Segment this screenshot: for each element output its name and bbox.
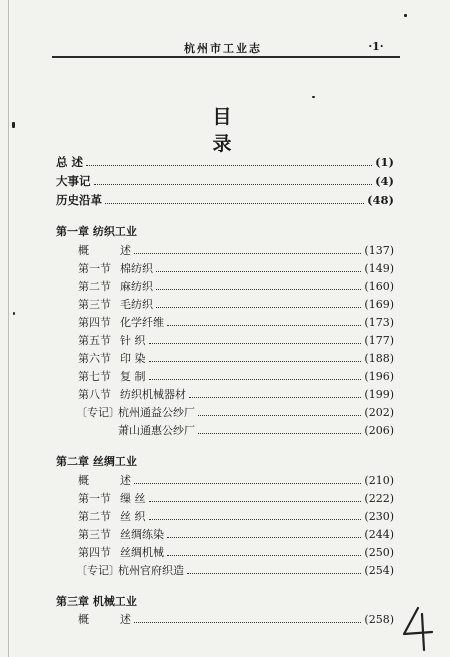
section-name: 麻纺织 [120, 280, 153, 293]
section-number: 第七节 [78, 370, 111, 383]
leader-dots [187, 572, 361, 574]
section-name: 萧山通惠公纱厂 [118, 424, 195, 437]
toc-entry-page: (250) [364, 545, 394, 559]
leader-dots [156, 270, 361, 272]
toc-entry-page: (48) [367, 193, 394, 207]
section-number: 第四节 [78, 546, 111, 559]
toc-entry[interactable] [78, 296, 394, 312]
toc-entry[interactable] [78, 508, 394, 524]
section-name: 纺织机械器材 [120, 388, 186, 401]
leader-dots [189, 396, 361, 398]
toc-entry-page: (202) [364, 405, 394, 419]
toc-entry[interactable] [56, 154, 394, 170]
running-header-title: 杭州市工业志 [184, 42, 262, 55]
toc-entry-page: (169) [364, 297, 394, 311]
toc-entry[interactable] [78, 526, 394, 542]
leader-dots [167, 536, 361, 538]
scan-speck [312, 96, 315, 98]
leader-dots [134, 252, 361, 254]
toc-entry-page: (4) [375, 174, 394, 188]
section-number: 第二节 [78, 510, 111, 523]
leader-dots [149, 360, 362, 362]
section-number: 第一节 [78, 262, 111, 275]
leader-dots [156, 288, 361, 290]
toc-entry[interactable] [118, 422, 394, 438]
leader-dots [167, 554, 361, 556]
section-number: 概 [78, 244, 89, 257]
leader-dots [94, 183, 373, 185]
toc-entry[interactable] [78, 332, 394, 348]
toc-entry-page: (160) [364, 279, 394, 293]
binding-edge [8, 0, 9, 657]
section-name: 复 制 [120, 370, 146, 383]
toc-entry[interactable] [78, 472, 394, 488]
chapter-heading[interactable] [56, 453, 256, 469]
toc-entry[interactable] [78, 350, 394, 366]
special-record-tag: 〔专记〕 [76, 406, 120, 419]
section-number: 第五节 [78, 334, 111, 347]
leader-dots [105, 202, 364, 204]
toc-entry[interactable] [78, 260, 394, 276]
toc-entry[interactable] [78, 386, 394, 402]
section-number: 第六节 [78, 352, 111, 365]
toc-entry-page: (173) [364, 315, 394, 329]
leader-dots [149, 518, 362, 520]
toc-entry[interactable] [78, 242, 394, 258]
toc-entry-page: (230) [364, 509, 394, 523]
toc-entry-page: (244) [364, 527, 394, 541]
section-number: 概 [78, 474, 89, 487]
toc-entry[interactable] [78, 368, 394, 384]
leader-dots [198, 414, 361, 416]
toc-entry-page: (196) [364, 369, 394, 383]
page-title: 目 录 [212, 106, 258, 155]
toc-entry-page: (222) [364, 491, 394, 505]
toc-entry-page: (177) [364, 333, 394, 347]
section-number: 第一节 [78, 492, 111, 505]
chapter-heading-label: 第二章 丝绸工业 [56, 455, 137, 468]
section-name: 述 [120, 613, 131, 626]
toc-entry[interactable] [56, 192, 394, 208]
section-name: 棉纺织 [120, 262, 153, 275]
leader-dots [167, 324, 361, 326]
scan-speck [12, 122, 15, 128]
toc-entry[interactable] [76, 404, 394, 420]
special-record-tag: 〔专记〕 [76, 564, 120, 577]
chapter-heading[interactable] [56, 593, 256, 609]
leader-dots [149, 378, 362, 380]
running-header-page-number: ·1· [368, 40, 384, 53]
section-number: 第四节 [78, 316, 111, 329]
toc-entry[interactable] [78, 611, 394, 627]
toc-entry-label: 历史沿革 [56, 193, 102, 207]
toc-entry-page: (258) [364, 612, 394, 626]
leader-dots [149, 500, 362, 502]
toc-entry[interactable] [76, 562, 394, 578]
toc-entry-page: (206) [364, 423, 394, 437]
section-name: 丝绸练染 [120, 528, 164, 541]
handwritten-number-mark [398, 604, 438, 652]
toc-entry-label: 大事记 [56, 174, 91, 188]
toc-entry[interactable] [56, 173, 394, 189]
leader-dots [149, 342, 362, 344]
section-number: 第二节 [78, 280, 111, 293]
section-name: 丝 织 [120, 510, 146, 523]
scan-speck [404, 14, 407, 17]
leader-dots [156, 306, 361, 308]
section-name: 化学纤维 [120, 316, 164, 329]
header-rule [52, 56, 400, 58]
section-name: 杭州通益公纱厂 [118, 406, 195, 419]
section-name: 缫 丝 [120, 492, 146, 505]
toc-entry-page: (210) [364, 473, 394, 487]
section-name: 毛纺织 [120, 298, 153, 311]
section-number: 概 [78, 613, 89, 626]
scan-speck [13, 312, 15, 315]
chapter-heading-label: 第一章 纺织工业 [56, 225, 137, 238]
section-number: 第八节 [78, 388, 111, 401]
section-name: 述 [120, 474, 131, 487]
leader-dots [198, 432, 361, 434]
leader-dots [134, 482, 361, 484]
section-name: 丝绸机械 [120, 546, 164, 559]
toc-entry[interactable] [78, 278, 394, 294]
section-name: 述 [120, 244, 131, 257]
leader-dots [134, 621, 361, 623]
toc-entry-page: (137) [364, 243, 394, 257]
section-number: 第三节 [78, 298, 111, 311]
toc-entry-page: (1) [375, 155, 394, 169]
toc-entry[interactable] [78, 314, 394, 330]
chapter-heading-label: 第三章 机械工业 [56, 595, 137, 608]
section-name: 针 织 [120, 334, 146, 347]
toc-entry[interactable] [78, 490, 394, 506]
section-name: 杭州官府织造 [118, 564, 184, 577]
leader-dots [86, 164, 372, 166]
toc-entry-page: (254) [364, 563, 394, 577]
chapter-heading[interactable] [56, 223, 256, 239]
section-number: 第三节 [78, 528, 111, 541]
toc-entry-page: (149) [364, 261, 394, 275]
toc-entry-page: (188) [364, 351, 394, 365]
toc-entry[interactable] [78, 544, 394, 560]
toc-entry-label: 总 述 [56, 155, 84, 169]
toc-entry-page: (199) [364, 387, 394, 401]
section-name: 印 染 [120, 352, 146, 365]
